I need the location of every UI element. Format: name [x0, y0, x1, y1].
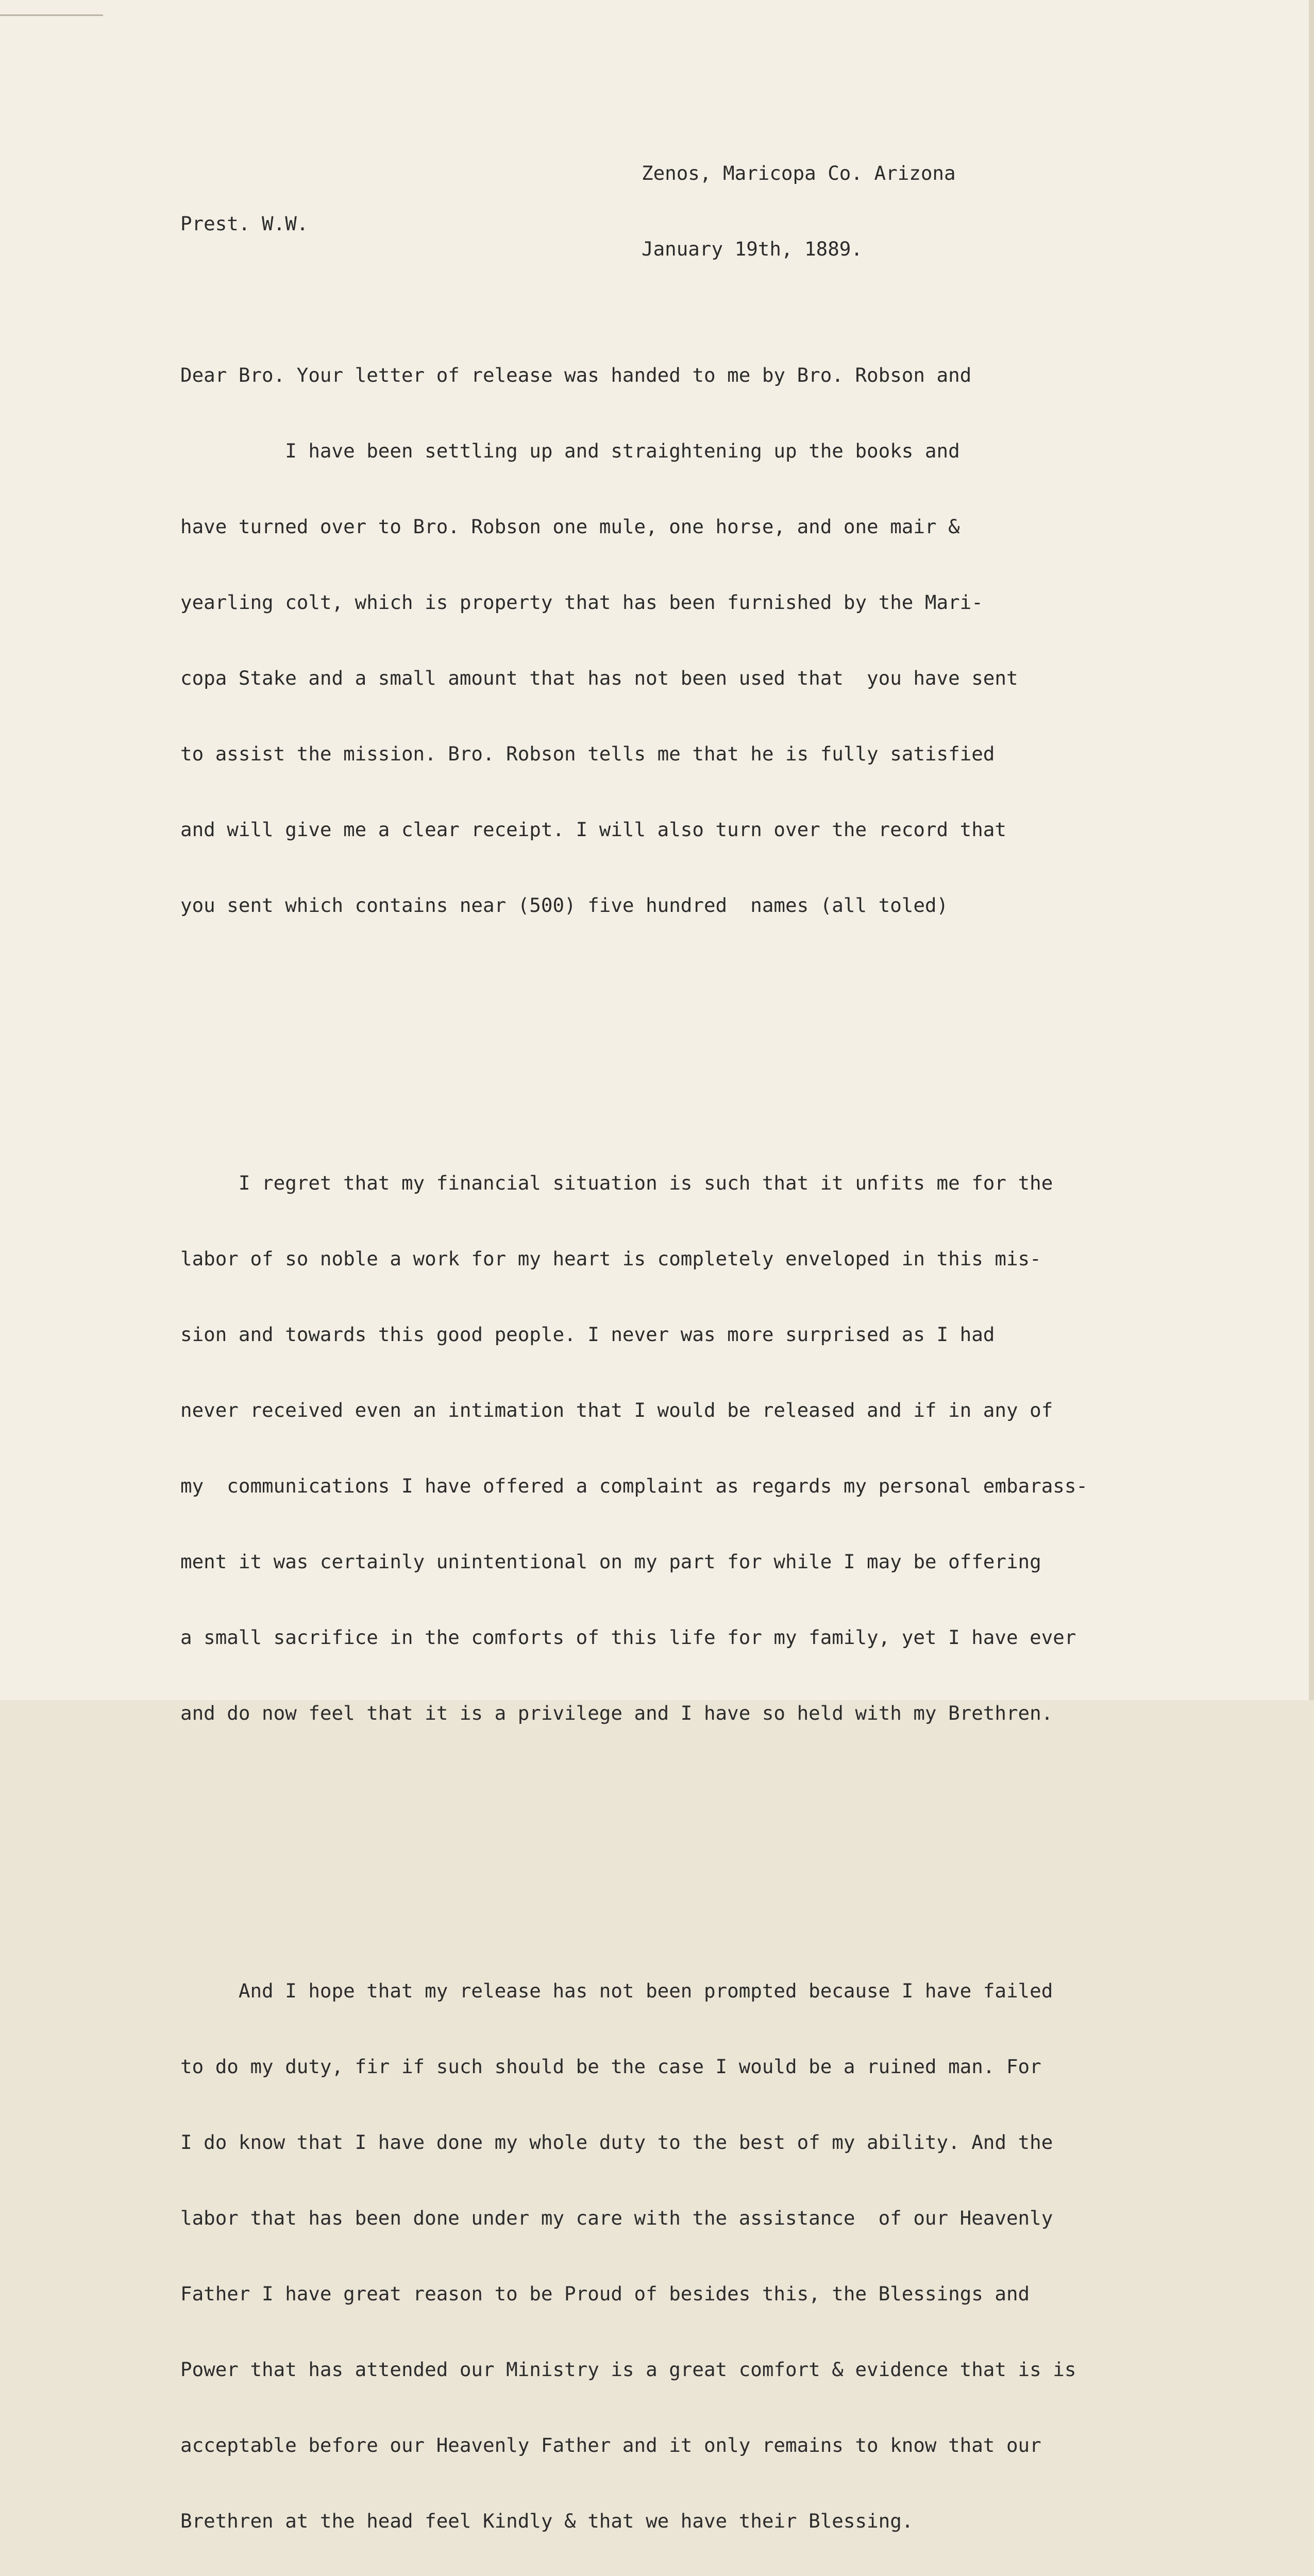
paragraph-line: Brethren at the head feel Kindly & that we have their Blessing. [180, 2510, 914, 2532]
paragraph-1 [180, 312, 1111, 969]
paragraph-line: yearling colt, which is property that has been furnished by the Mari- [180, 591, 983, 614]
paragraph-line: my communications I have offered a complaint as regards my personal embarass- [180, 1475, 1088, 1497]
paragraph-line: a small sacrifice in the comforts of this life for my family, yet I have ever [180, 1626, 1076, 1649]
paragraph-line: I regret that my financial situation is such that it unfits me for the [180, 1172, 1053, 1194]
paragraph-line: labor of so noble a work for my heart is completely enveloped in this mis- [180, 1247, 1041, 1270]
paragraph-line: and will give me a clear receipt. I will also turn over the record that [180, 818, 1006, 841]
paragraph-line: And I hope that my release has not been prompted because I have failed [180, 1979, 1053, 2002]
letter-body [180, 161, 1111, 2576]
paragraph-line: ment it was certainly unintentional on my part for while I may be offering [180, 1550, 1041, 1573]
paragraph-line: to assist the mission. Bro. Robson tells me that he is fully satisfied [180, 742, 995, 765]
top-edge-rule [0, 14, 103, 16]
paragraph-2 [180, 1120, 1111, 1776]
header-place: Zenos, Maricopa Co. Arizona [642, 162, 956, 184]
salutation: Prest. W.W. [180, 212, 309, 235]
paragraph-gap [180, 1019, 1111, 1044]
right-paper-edge [1309, 0, 1314, 1700]
paragraph-line: never received even an intimation that I would be released and if in any of [180, 1399, 1053, 1421]
header-date: January 19th, 1889. [642, 238, 863, 260]
paragraph-3 [180, 1928, 1111, 2576]
paragraph-line: and do now feel that it is a privilege and I have so held with my Brethren. [180, 1702, 1053, 1724]
paragraph-line: copa Stake and a small amount that has not been used that you have sent [180, 667, 1018, 689]
paragraph-line: I have been settling up and straightening up the books and [180, 439, 960, 462]
paragraph-line: Dear Bro. Your letter of release was handed to me by Bro. Robson and [180, 364, 972, 386]
paragraph-gap [180, 1827, 1111, 1852]
paragraph-line: Father I have great reason to be Proud of besides this, the Blessings and [180, 2282, 1030, 2305]
paragraph-line: labor that has been done under my care with the assistance of our Heavenly [180, 2207, 1053, 2229]
paragraph-line: I do know that I have done my whole duty to the best of my ability. And the [180, 2131, 1053, 2154]
paragraph-line: sion and towards this good people. I never was more surprised as I had [180, 1323, 995, 1346]
paragraph-line: have turned over to Bro. Robson one mule, one horse, and one mair & [180, 515, 960, 538]
paragraph-line: Power that has attended our Ministry is a great comfort & evidence that is is [180, 2358, 1076, 2381]
paragraph-line: you sent which contains near (500) five hundred names (all toled) [180, 894, 949, 917]
paragraph-line: to do my duty, fir if such should be the case I would be a ruined man. For [180, 2055, 1041, 2078]
paragraph-line: acceptable before our Heavenly Father and it only remains to know that our [180, 2434, 1041, 2456]
